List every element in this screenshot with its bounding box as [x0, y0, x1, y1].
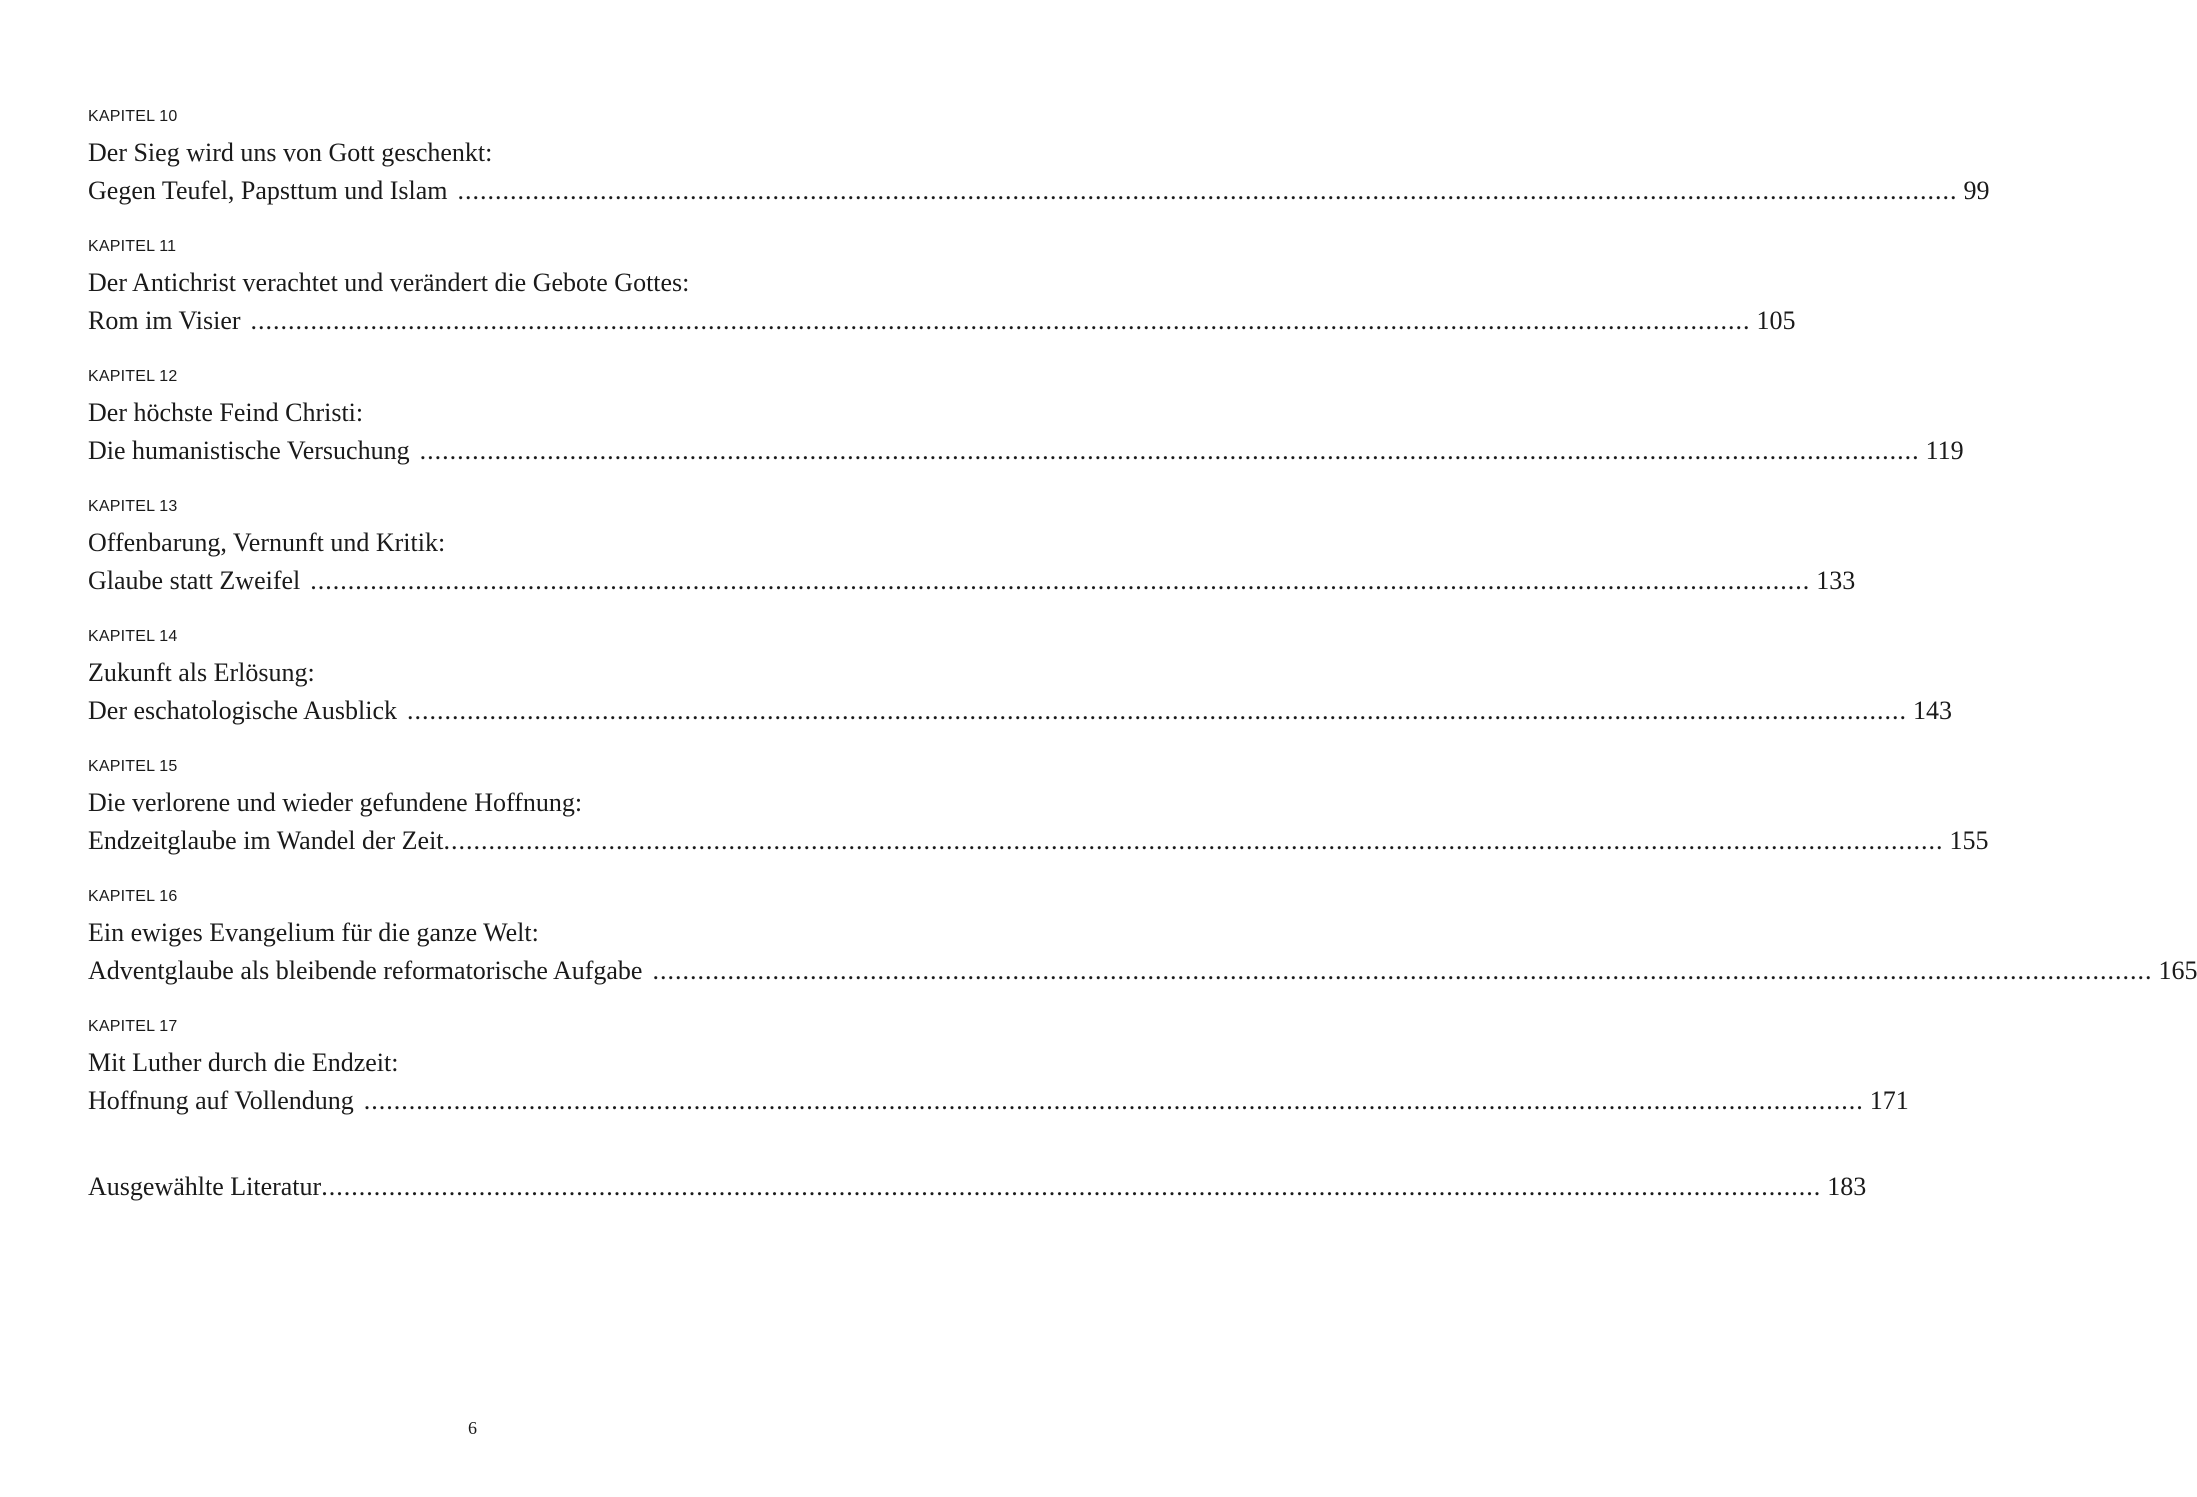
toc-chapter-16: [88, 884, 2197, 1014]
chapter-subtitle: Endzeitglaube im Wandel der Zeit: [88, 826, 444, 855]
dot-leader: ........................................................................................................................................................................................................: [321, 1172, 1822, 1201]
dot-leader: ........................................................................................................................................................................................................: [652, 956, 2153, 985]
toc-chapter-11: [88, 234, 1796, 364]
toc-literature: [88, 1168, 1867, 1206]
chapter-label: KAPITEL 17: [88, 1018, 178, 1035]
page-number: 119: [1925, 436, 1964, 465]
chapter-label: KAPITEL 13: [88, 498, 178, 515]
toc-chapter-13: [88, 494, 1856, 624]
page-number: 99: [1963, 176, 1990, 205]
chapter-subtitle: Der eschatologische Ausblick: [88, 696, 398, 725]
chapter-label: KAPITEL 12: [88, 368, 178, 385]
chapter-label: KAPITEL 14: [88, 628, 178, 645]
toc-chapter-15: [88, 754, 1989, 884]
toc-chapter-17: [88, 1014, 1909, 1144]
chapter-entry: [88, 172, 1990, 210]
chapter-title: Ein ewiges Evangelium für die ganze Welt:: [88, 918, 539, 947]
page-number: 165: [2158, 956, 2197, 985]
chapter-title: Offenbarung, Vernunft und Kritik:: [88, 528, 446, 557]
dot-leader: ........................................................................................................................................................................................................: [310, 566, 1811, 595]
toc-chapter-12: [88, 364, 1964, 494]
chapter-label: KAPITEL 10: [88, 108, 178, 125]
chapter-title: Die verlorene und wieder gefundene Hoffnung:: [88, 788, 583, 817]
literature-title: Ausgewählte Literatur: [88, 1172, 322, 1201]
chapter-entry: [88, 1082, 1909, 1120]
toc-chapter-10: [88, 104, 1990, 234]
chapter-entry: [88, 302, 1796, 340]
page-number: 171: [1869, 1086, 1909, 1115]
dot-leader: ........................................................................................................................................................................................................: [250, 306, 1751, 335]
chapter-subtitle: Hoffnung auf Vollendung: [88, 1086, 354, 1115]
dot-leader: ........................................................................................................................................................................................................: [407, 696, 1908, 725]
chapter-entry: [88, 822, 1989, 860]
dot-leader: ........................................................................................................................................................................................................: [419, 436, 1920, 465]
chapter-title: Der Sieg wird uns von Gott geschenkt:: [88, 138, 493, 167]
chapter-subtitle: Gegen Teufel, Papsttum und Islam: [88, 176, 448, 205]
chapter-subtitle: Die humanistische Versuchung: [88, 436, 410, 465]
chapter-title: Der Antichrist verachtet und verändert die Gebote Gottes:: [88, 268, 690, 297]
chapter-subtitle: Rom im Visier: [88, 306, 241, 335]
page-number: 155: [1949, 826, 1989, 855]
chapter-entry: [88, 432, 1964, 470]
page-number: 105: [1756, 306, 1796, 335]
chapter-label: KAPITEL 15: [88, 758, 178, 775]
table-of-contents: [88, 104, 2197, 1206]
page-number: 133: [1816, 566, 1856, 595]
dot-leader: ........................................................................................................................................................................................................: [443, 826, 1944, 855]
dot-leader: ........................................................................................................................................................................................................: [457, 176, 1958, 205]
chapter-entry: [88, 692, 1953, 730]
chapter-title: Zukunft als Erlösung:: [88, 658, 315, 687]
dot-leader: ........................................................................................................................................................................................................: [363, 1086, 1864, 1115]
chapter-title: Mit Luther durch die Endzeit:: [88, 1048, 399, 1077]
chapter-subtitle: Adventglaube als bleibende reformatorische Aufgabe: [88, 956, 643, 985]
page-number: 143: [1913, 696, 1953, 725]
chapter-label: KAPITEL 11: [88, 238, 177, 255]
chapter-subtitle: Glaube statt Zweifel: [88, 566, 301, 595]
chapter-label: KAPITEL 16: [88, 888, 178, 905]
chapter-title: Der höchste Feind Christi:: [88, 398, 364, 427]
chapter-entry: [88, 562, 1856, 600]
chapter-entry: [88, 952, 2197, 990]
toc-chapter-14: [88, 624, 1953, 754]
page-folio: 6: [468, 1418, 477, 1438]
page-number: 183: [1827, 1172, 1867, 1201]
